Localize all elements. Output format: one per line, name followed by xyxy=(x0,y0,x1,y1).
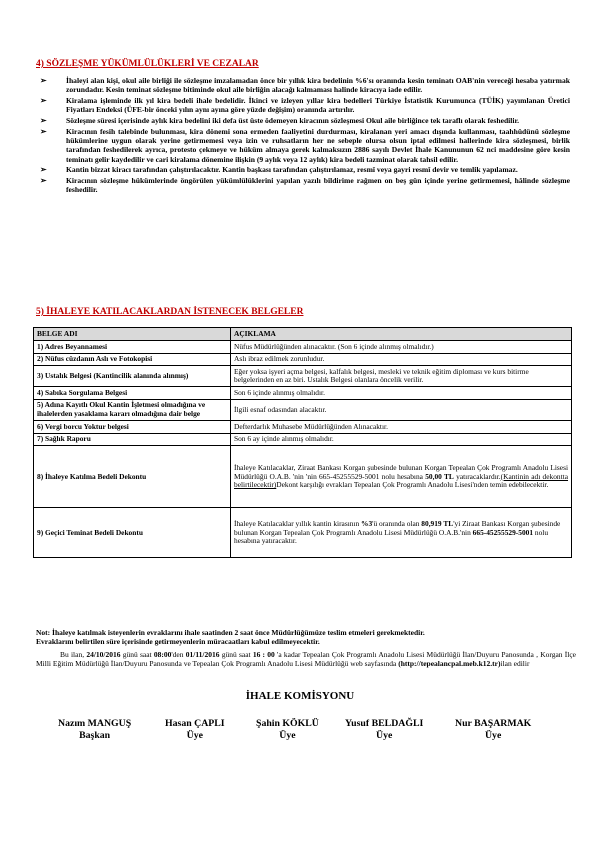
table-row xyxy=(34,508,572,558)
commission-member: Şahin KÖKLÜ Üye xyxy=(256,718,319,741)
document-desc: Son 6 içinde alınmış olmalıdır. xyxy=(231,387,572,400)
list-item: ➢ İhaleyi alan kişi, okul aile birliği ile sözleşme imzalamadan önce bir yıllık kira bedelinin %6'sı oranında kesin teminatı OAB'nin vereceği hesaba yatırmak zorundadır. Kesin teminat sözleşme bitiminde okul aile birliğin alacağı kalmaması halinde kiracıya iade edilir. xyxy=(40,76,570,95)
document-desc: Nüfus Müdürlüğünden alınacaktır. (Son 6 içinde alınmış olmalıdır.) xyxy=(231,341,572,354)
document-name: 1) Adres Beyannamesi xyxy=(34,341,231,354)
table-row xyxy=(34,353,572,366)
section-5-title: 5) İHALEYE KATILACAKLARDAN İSTENECEK BELGELER xyxy=(36,307,304,317)
document-name: 6) Vergi borcu Yoktur belgesi xyxy=(34,421,231,434)
header-aciklama: AÇIKLAMA xyxy=(231,328,572,341)
table-row xyxy=(34,366,572,387)
list-item: ➢ Kantin bizzat kiracı tarafından çalıştırılacaktır. Kantin başkası tarafından çalıştırılamaz, resmî veya gayri resmî devir ve temlik yapılamaz. xyxy=(40,165,518,175)
table-row xyxy=(34,433,572,446)
document-name: 9) Geçici Teminat Bedeli Dekontu xyxy=(34,508,231,558)
table-row xyxy=(34,399,572,420)
header-belge-adi: BELGE ADI xyxy=(34,328,231,341)
website-link[interactable]: (http://tepealancpal.meb.k12.tr) xyxy=(398,659,501,669)
document-desc: Aslı ibraz edilmek zorunludur. xyxy=(231,353,572,366)
document-desc: İhaleye Katılacaklar, Ziraat Bankası Korgan şubesinde bulunan Korgan Tepealan Çok Programlı Anadolu Lisesi Müdürlüğü O.A.B. 'nin 'nin 665-45255529-5001 nolu hesabına 50,00 TL yatıracaklardır.(Kantinin adı dekontta belirtilecektir)Dekont karşılığı evrakları Tepealan Çok Programlı Anadolu Lisesi'nden temin edebilecektir. xyxy=(231,446,572,508)
submission-note: Not: İhaleye katılmak isteyenlerin evraklarını ihale saatinden 2 saat önce Müdürlüğümüze teslim etmeleri gerekmektedir. Evraklarını belirtilen süre içerisinde getirmeyenlerin müracaatları kabul edilmeyecektir. xyxy=(36,628,425,647)
section-4-title: 4) SÖZLEŞME YÜKÜMLÜLÜKLERİ VE CEZALAR xyxy=(36,59,259,69)
document-name: 2) Nüfus cüzdanın Aslı ve Fotokopisi xyxy=(34,353,231,366)
commission-member: Yusuf BELDAĞLI Üye xyxy=(345,718,424,741)
commission-member: Hasan ÇAPLI Üye xyxy=(165,718,225,741)
table-row xyxy=(34,446,572,508)
document-desc: Eğer yoksa işyeri açma belgesi, kalfalık belgesi, mesleki ve teknik eğitim diploması ve kurs bitirme belgelerinden en az biri. Ustalık Belgesi olanlara öncelik verilir. xyxy=(231,366,572,387)
arrow-bullet-icon: ➢ xyxy=(40,96,47,105)
list-item: ➢ Kiracının sözleşme hükümlerinde öngörülen yükümlülüklerini yapılan yazılı bildirime rağmen on beş gün içinde yerine getirmemesi, hâlinde sözleşme feshedilir. xyxy=(40,176,570,195)
document-desc: Son 6 ay içinde alınmış olmalıdır. xyxy=(231,433,572,446)
document-name: 8) İhaleye Katılma Bedeli Dekontu xyxy=(34,446,231,508)
publication-paragraph: Bu ilan, 24/10/2016 günü saat 08:00'den 01/11/2016 günü saat 16 : 00 'a kadar Tepealan Çok Programlı Anadolu Lisesi Müdürlüğü İlan/Duyuru Panosunda , Korgan İlçe Milli Eğitim Müdürlüğü İlan/Duyuru Panosunda ve Tepealan Çok Programlı Anadolu Lisesi Müdürlüğü web sayfasında (http://tepealancpal.meb.k12.tr)ilan edilir xyxy=(36,650,577,669)
list-item: ➢ Kiracının fesih talebinde bulunması, kira dönemi sona ermeden faaliyetini durdurması, kiralanan yeri amacı dışında kullanması, taahhüdünü sözleşme hükümlerine uygun olarak yerine getirmemesi veya izin ve ruhsatların her ne sebeple olursa olsun iptal edilmesi hallerinde kira sözleşmesi, birlik tarafından feshedilerek ayrıca, protesto çekmeye ve hüküm almaya gerek kalmaksızın 2886 sayılı Devlet İhale Kanununun 62 nci maddesine göre kesin teminatı gelir kaydedilir ve cari kiralama dönemine ilişkin (9 aylık veya 12 aylık) kira bedeli tazminat olarak tahsil edilir. xyxy=(40,126,570,164)
commission-title: İHALE KOMİSYONU xyxy=(245,690,355,702)
arrow-bullet-icon: ➢ xyxy=(40,176,47,185)
arrow-bullet-icon: ➢ xyxy=(40,76,47,85)
document-desc: Defterdarlık Muhasebe Müdürlüğünden Alınacaktır. xyxy=(231,421,572,434)
table-row xyxy=(34,421,572,434)
commission-member: Nur BAŞARMAK Üye xyxy=(455,718,532,741)
arrow-bullet-icon: ➢ xyxy=(40,165,47,175)
document-name: 5) Adına Kayıtlı Okul Kantin İşletmesi olmadığına ve ihalelerden yasaklama kararı olmadığına dair belge xyxy=(34,399,231,420)
document-name: 7) Sağlık Raporu xyxy=(34,433,231,446)
document-desc: İhaleye Katılacaklar yıllık kantin kirasının %3'ü oranında olan 80,919 TL'yi Ziraat Bankası Korgan şubesinde bulunan Korgan Tepealan Çok Programlı Anadolu Lisesi Müdürlüğü O.A.B.'nin 665-45255529-5001 nolu hesabına yatıracaktır. xyxy=(231,508,572,558)
table-row xyxy=(34,387,572,400)
documents-table xyxy=(33,327,572,558)
table-row xyxy=(34,341,572,354)
arrow-bullet-icon: ➢ xyxy=(40,116,47,125)
document-desc: İlgili esnaf odasından alacaktır. xyxy=(231,399,572,420)
document-name: 3) Ustalık Belgesi (Kantincilik alanında alınmış) xyxy=(34,366,231,387)
table-header-row xyxy=(34,328,572,341)
commission-member: Nazım MANGUŞ Başkan xyxy=(58,718,132,741)
document-name: 4) Sabıka Sorgulama Belgesi xyxy=(34,387,231,400)
arrow-bullet-icon: ➢ xyxy=(40,126,47,136)
list-item: ➢ Sözleşme süresi içerisinde aylık kira bedelini iki defa üst üste ödemeyen kiracının sözleşmesi Okul aile birliğince tek taraflı olarak feshedilir. xyxy=(40,116,520,125)
obligations-list xyxy=(40,76,570,196)
list-item: ➢ Kiralama işleminde ilk yıl kira bedeli ihale bedelidir. İkinci ve izleyen yıllar kira bedelleri Türkiye İstatistik Kurumunca (TÜİK) yayımlanan Üretici Fiyatları Endeksi (ÜFE-bir önceki yılın aynı ayına göre yüzde değişim) oranında artırılır. xyxy=(40,96,570,115)
